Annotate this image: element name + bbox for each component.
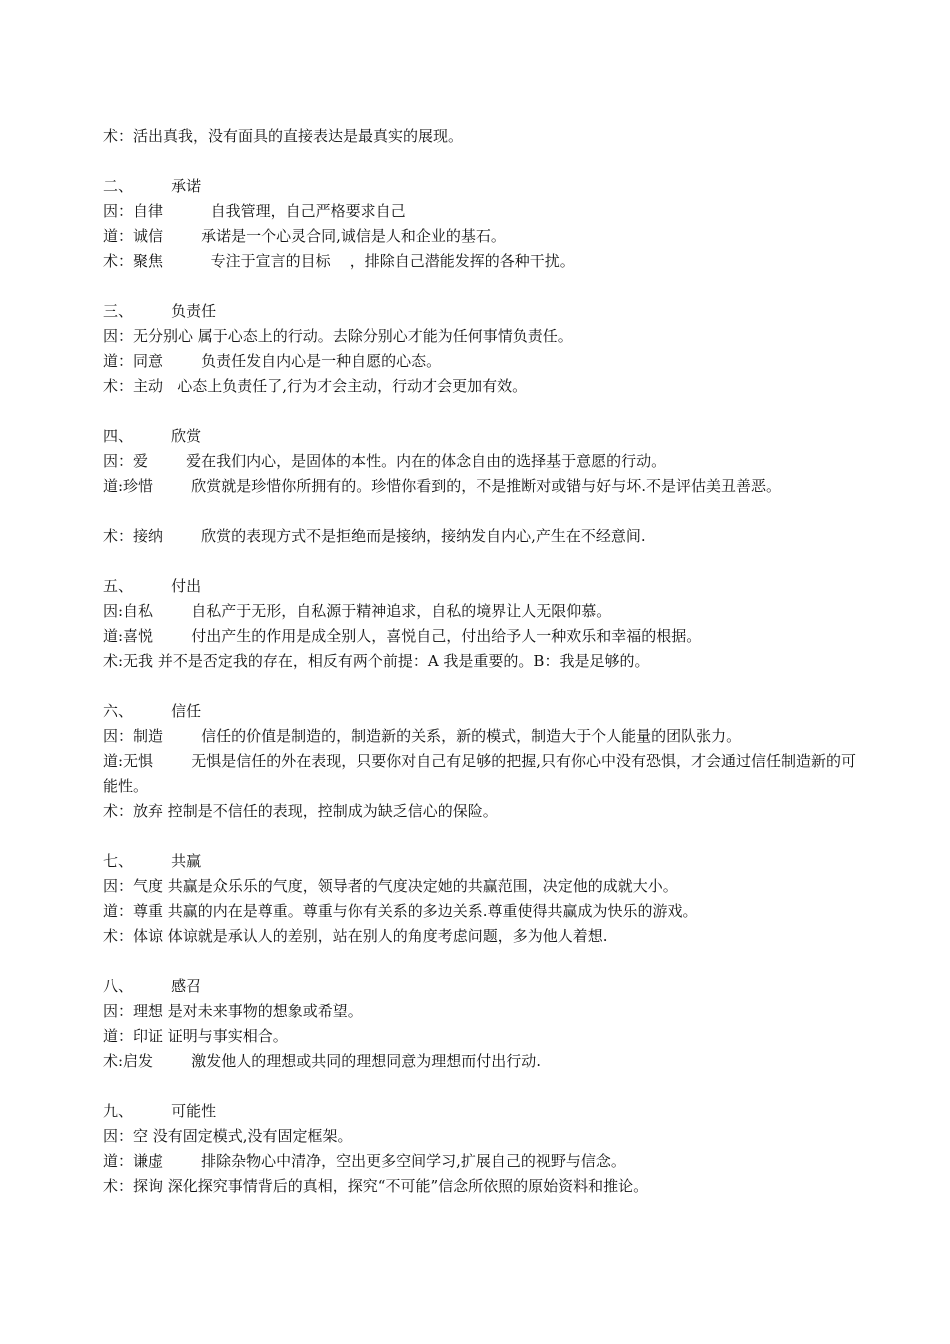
document-body <box>103 124 863 1199</box>
section-line: 因：自律 自我管理，自己严格要求自己 <box>103 202 406 220</box>
section-line: 道：印证 证明与事实相合。 <box>103 1027 288 1045</box>
section-possibility <box>103 1099 863 1199</box>
intro-line: 术：活出真我，没有面具的直接表达是最真实的展现。 <box>103 127 464 145</box>
section-line: 术：聚焦 专注于宣言的目标 ，排除自己潜能发挥的各种干扰。 <box>103 252 575 270</box>
section-line: 术:启发 激发他人的理想或共同的理想同意为理想而付出行动. <box>103 1052 541 1070</box>
section-commitment <box>103 174 863 274</box>
section-line: 道：谦虚 排除杂物心中清净，空出更多空间学习,扩展自己的视野与信念。 <box>103 1152 626 1170</box>
spacer <box>103 824 863 849</box>
section-line: 因：气度 共赢是众乐乐的气度，领导者的气度决定她的共赢范围，决定他的成就大小。 <box>103 877 678 895</box>
section-line: 道：尊重 共赢的内在是尊重。尊重与你有关系的多边关系.尊重使得共赢成为快乐的游戏。 <box>103 902 698 920</box>
section-heading: 五、 付出 <box>103 577 202 595</box>
section-responsibility <box>103 299 863 399</box>
section-line: 道：同意 负责任发自内心是一种自愿的心态。 <box>103 352 442 370</box>
section-line: 因:自私 自私产于无形，自私源于精神追求，自私的境界让人无限仰慕。 <box>103 602 612 620</box>
section-line: 道：诚信 承诺是一个心灵合同,诚信是人和企业的基石。 <box>103 227 506 245</box>
spacer <box>103 1074 863 1099</box>
section-line: 因：理想 是对未来事物的想象或希望。 <box>103 1002 363 1020</box>
spacer <box>103 499 863 524</box>
spacer <box>103 274 863 299</box>
spacer <box>103 549 863 574</box>
spacer <box>103 949 863 974</box>
section-line: 因：爱 爱在我们内心，是固体的本性。内在的体念自由的选择基于意愿的行动。 <box>103 452 667 470</box>
spacer <box>103 399 863 424</box>
section-heading: 七、 共赢 <box>103 852 202 870</box>
section-heading: 三、 负责任 <box>103 302 217 320</box>
section-heading: 二、 承诺 <box>103 177 202 195</box>
section-trust <box>103 699 863 824</box>
spacer <box>103 674 863 699</box>
section-giving <box>103 574 863 674</box>
section-win-win <box>103 849 863 949</box>
section-line: 术：体谅 体谅就是承认人的差别，站在别人的角度考虑问题，多为他人着想. <box>103 927 608 945</box>
section-line: 术:无我 并不是否定我的存在，相反有两个前提：A 我是重要的。B：我是足够的。 <box>103 652 650 670</box>
section-inspiration <box>103 974 863 1074</box>
section-line: 道:无惧 无惧是信任的外在表现，只要你对自己有足够的把握,只有你心中没有恐惧，才会通过信任制造新的可能性。 <box>103 752 856 795</box>
section-heading: 六、 信任 <box>103 702 202 720</box>
section-line: 术：接纳 欣赏的表现方式不是拒绝而是接纳，接纳发自内心,产生在不经意间. <box>103 527 646 545</box>
section-heading: 九、 可能性 <box>103 1102 217 1120</box>
section-line: 道:喜悦 付出产生的作用是成全别人，喜悦自己，付出给予人一种欢乐和幸福的根据。 <box>103 627 702 645</box>
section-heading: 八、 感召 <box>103 977 202 995</box>
section-appreciation <box>103 424 863 549</box>
section-line: 道:珍惜 欣赏就是珍惜你所拥有的。珍惜你看到的，不是推断对或错与好与坏.不是评估美丑善恶。 <box>103 477 781 495</box>
section-line: 因：空 没有固定模式,没有固定框架。 <box>103 1127 353 1145</box>
section-line: 术：探询 深化探究事情背后的真相，探究“不可能”信念所依照的原始资料和推论。 <box>103 1177 649 1195</box>
section-line: 术：主动 心态上负责任了,行为才会主动，行动才会更加有效。 <box>103 377 528 395</box>
section-heading: 四、 欣赏 <box>103 427 202 445</box>
section-line: 因：制造 信任的价值是制造的，制造新的关系，新的模式，制造大于个人能量的团队张力。 <box>103 727 742 745</box>
section-line: 因：无分别心 属于心态上的行动。去除分别心才能为任何事情负责任。 <box>103 327 573 345</box>
spacer <box>103 149 863 174</box>
section-line: 术：放弃 控制是不信任的表现，控制成为缺乏信心的保险。 <box>103 802 498 820</box>
